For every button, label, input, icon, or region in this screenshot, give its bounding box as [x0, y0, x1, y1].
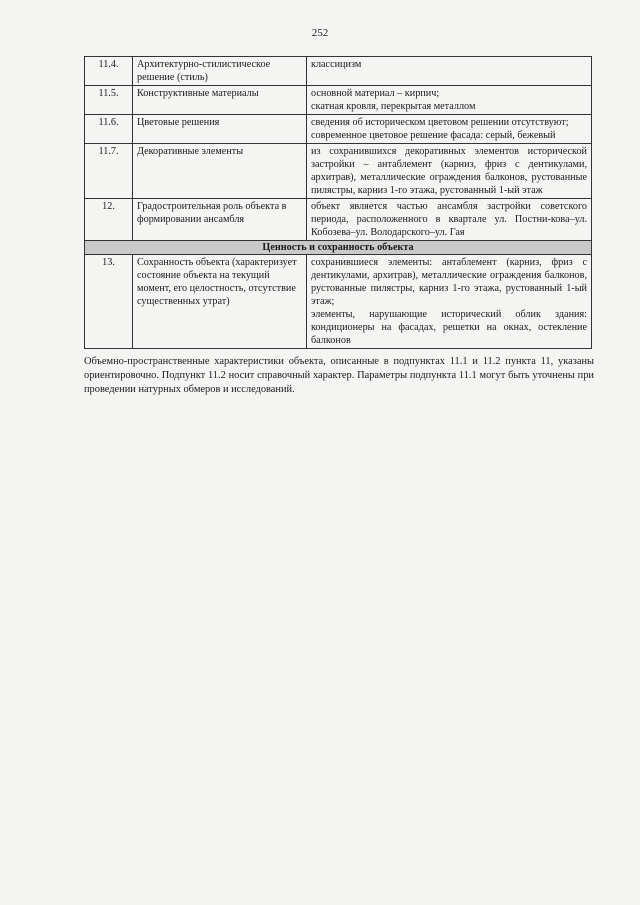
value-line: классицизм [311, 59, 362, 70]
value-line: основной материал – кирпич; [311, 88, 440, 99]
table-row [85, 57, 592, 86]
table-row [85, 144, 592, 199]
table-row [85, 255, 592, 349]
table-row [85, 199, 592, 241]
section-header-row [85, 241, 592, 255]
row-value [307, 255, 592, 349]
row-name: Декоративные элементы [133, 144, 307, 199]
row-number: 11.4. [85, 57, 133, 86]
value-line: скатная кровля, перекрытая металлом [311, 101, 476, 112]
table-row [85, 86, 592, 115]
row-value [307, 115, 592, 144]
row-name: Архитектурно-стилистическое решение (стиль) [133, 57, 307, 86]
row-name: Конструктивные материалы [133, 86, 307, 115]
row-number: 11.5. [85, 86, 133, 115]
table-row [85, 115, 592, 144]
value-line: сведения об историческом цветовом решении отсутствуют; [311, 117, 569, 128]
value-line: сохранившиеся элементы: антаблемент (карниз, фриз с дентикулами, архитрав), металлические ограждения балконов, рустованные пилястры, карниз 1-го этажа, рустованный 1-ый этаж; [311, 257, 587, 307]
note-paragraph: Объемно-пространственные характеристики объекта, описанные в подпунктах 11.1 и 11.2 пункта 11, указаны ориентировочно. Подпункт 11.2 носит справочный характер. Параметры подпункта 11.1 могут быть уточнены при проведении натурных обмеров и исследований. [84, 356, 594, 395]
object-characteristics-table [84, 56, 592, 349]
row-number: 11.7. [85, 144, 133, 199]
value-line: элементы, нарушающие исторический облик здания: кондиционеры на фасадах, решетки на окнах, остекление балконов [311, 309, 587, 346]
row-value [307, 199, 592, 241]
row-number: 13. [85, 255, 133, 349]
row-number: 11.6. [85, 115, 133, 144]
row-name: Градостроительная роль объекта в формировании ансамбля [133, 199, 307, 241]
row-value [307, 144, 592, 199]
row-name: Сохранность объекта (характеризует состояние объекта на текущий момент, его целостность, отсутствие существенных утрат) [133, 255, 307, 349]
row-value [307, 86, 592, 115]
value-line: современное цветовое решение фасада: серый, бежевый [311, 130, 556, 141]
value-line: объект является частью ансамбля застройки советского периода, расположенного в квартале ул. Постни-кова–ул. Кобозева–ул. Володарского–ул. Гая [311, 201, 587, 238]
row-value [307, 57, 592, 86]
row-name: Цветовые решения [133, 115, 307, 144]
row-number: 12. [85, 199, 133, 241]
section-title: Ценность и сохранность объекта [85, 241, 592, 255]
page-number: 252 [311, 27, 329, 39]
value-line: из сохранившихся декоративных элементов исторической застройки – антаблемент (карниз, фриз с дентикулами, архитрав), металлические ограждения балконов, рустованные пилястры, карниз 1-го этажа, рустованный 1-ый этаж [311, 146, 587, 196]
